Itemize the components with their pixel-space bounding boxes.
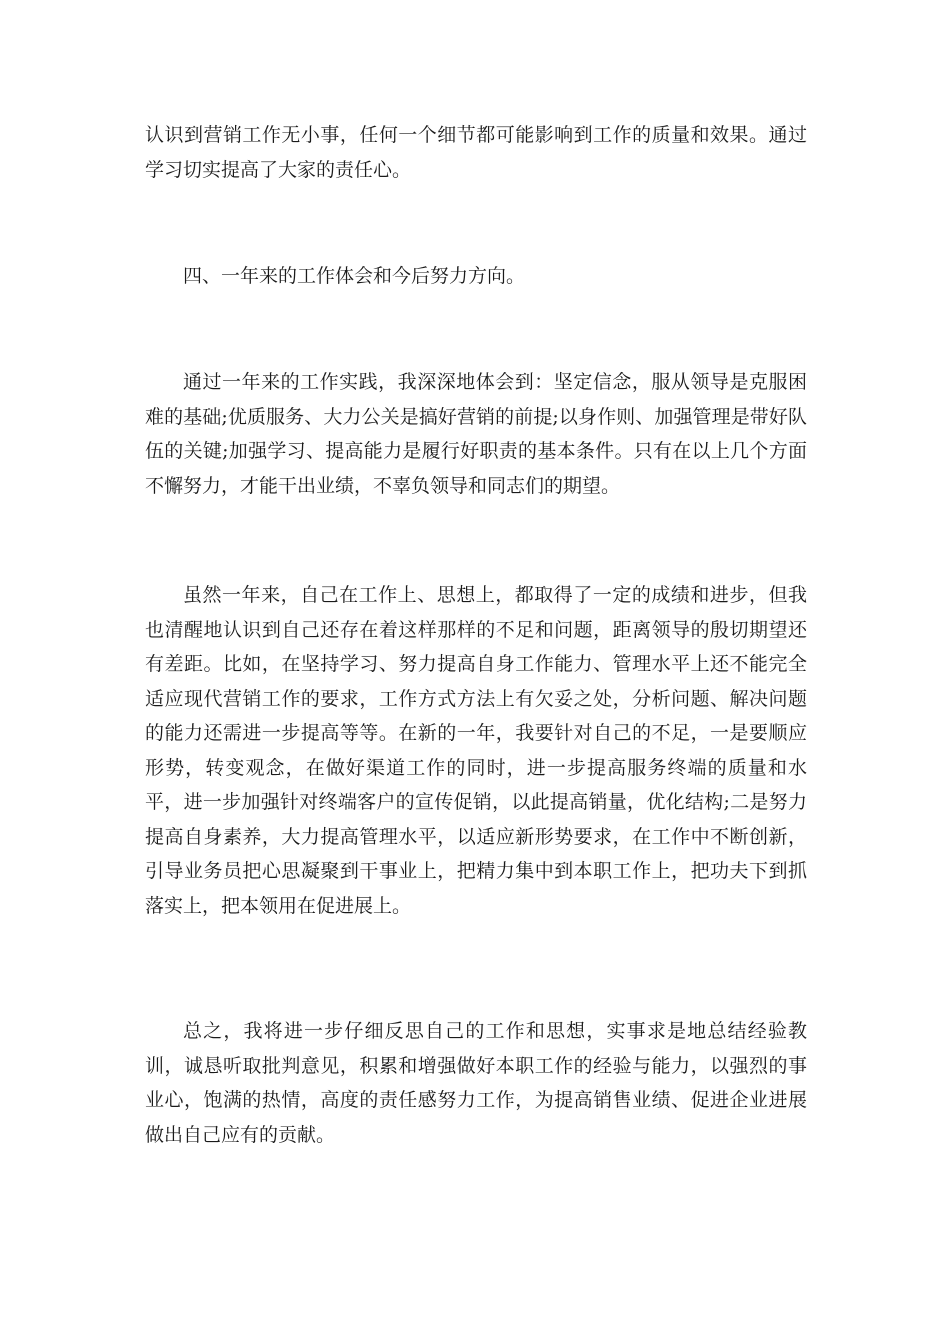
paragraph-shortcomings: 虽然一年来，自己在工作上、思想上，都取得了一定的成绩和进步，但我也清醒地认识到自己还存在着这样那样的不足和问题，距离领导的殷切期望还有差距。比如，在坚持学习、努力提高自身工作能力、管理水平上还不能完全适应现代营销工作的要求，工作方式方法上有欠妥之处，分析问题、解决问题的能力还需进一步提高等等。在新的一年，我要针对自己的不足，一是要顺应形势，转变观念，在做好渠道工作的同时，进一步提高服务终端的质量和水平，进一步加强针对终端客户的宣传促销，以此提高销量，优化结构;二是努力提高自身素养，大力提高管理水平，以适应新形势要求，在工作中不断创新，引导业务员把心思凝聚到干事业上，把精力集中到本职工作上，把功夫下到抓落实上，把本领用在促进展上。 — [145, 584, 807, 917]
section-heading: 四、一年来的工作体会和今后努力方向。 — [183, 265, 526, 287]
paragraph-continuation: 认识到营销工作无小事，任何一个细节都可能影响到工作的质量和效果。通过学习切实提高了大家的责任心。 — [145, 124, 807, 181]
paragraph-experience: 通过一年来的工作实践，我深深地体会到：坚定信念，服从领导是克服困难的基础;优质服务、大力公关是搞好营销的前提;以身作则、加强管理是带好队伍的关键;加强学习、提高能力是履行好职责的基本条件。只有在以上几个方面不懈努力，才能干出业绩，不辜负领导和同志们的期望。 — [145, 371, 807, 497]
paragraph-conclusion: 总之，我将进一步仔细反思自己的工作和思想，实事求是地总结经验教训，诚恳听取批判意见，积累和增强做好本职工作的经验与能力，以强烈的事业心，饱满的热情，高度的责任感努力工作，为提高销售业绩、促进企业进展做出自己应有的贡献。 — [145, 1020, 807, 1146]
